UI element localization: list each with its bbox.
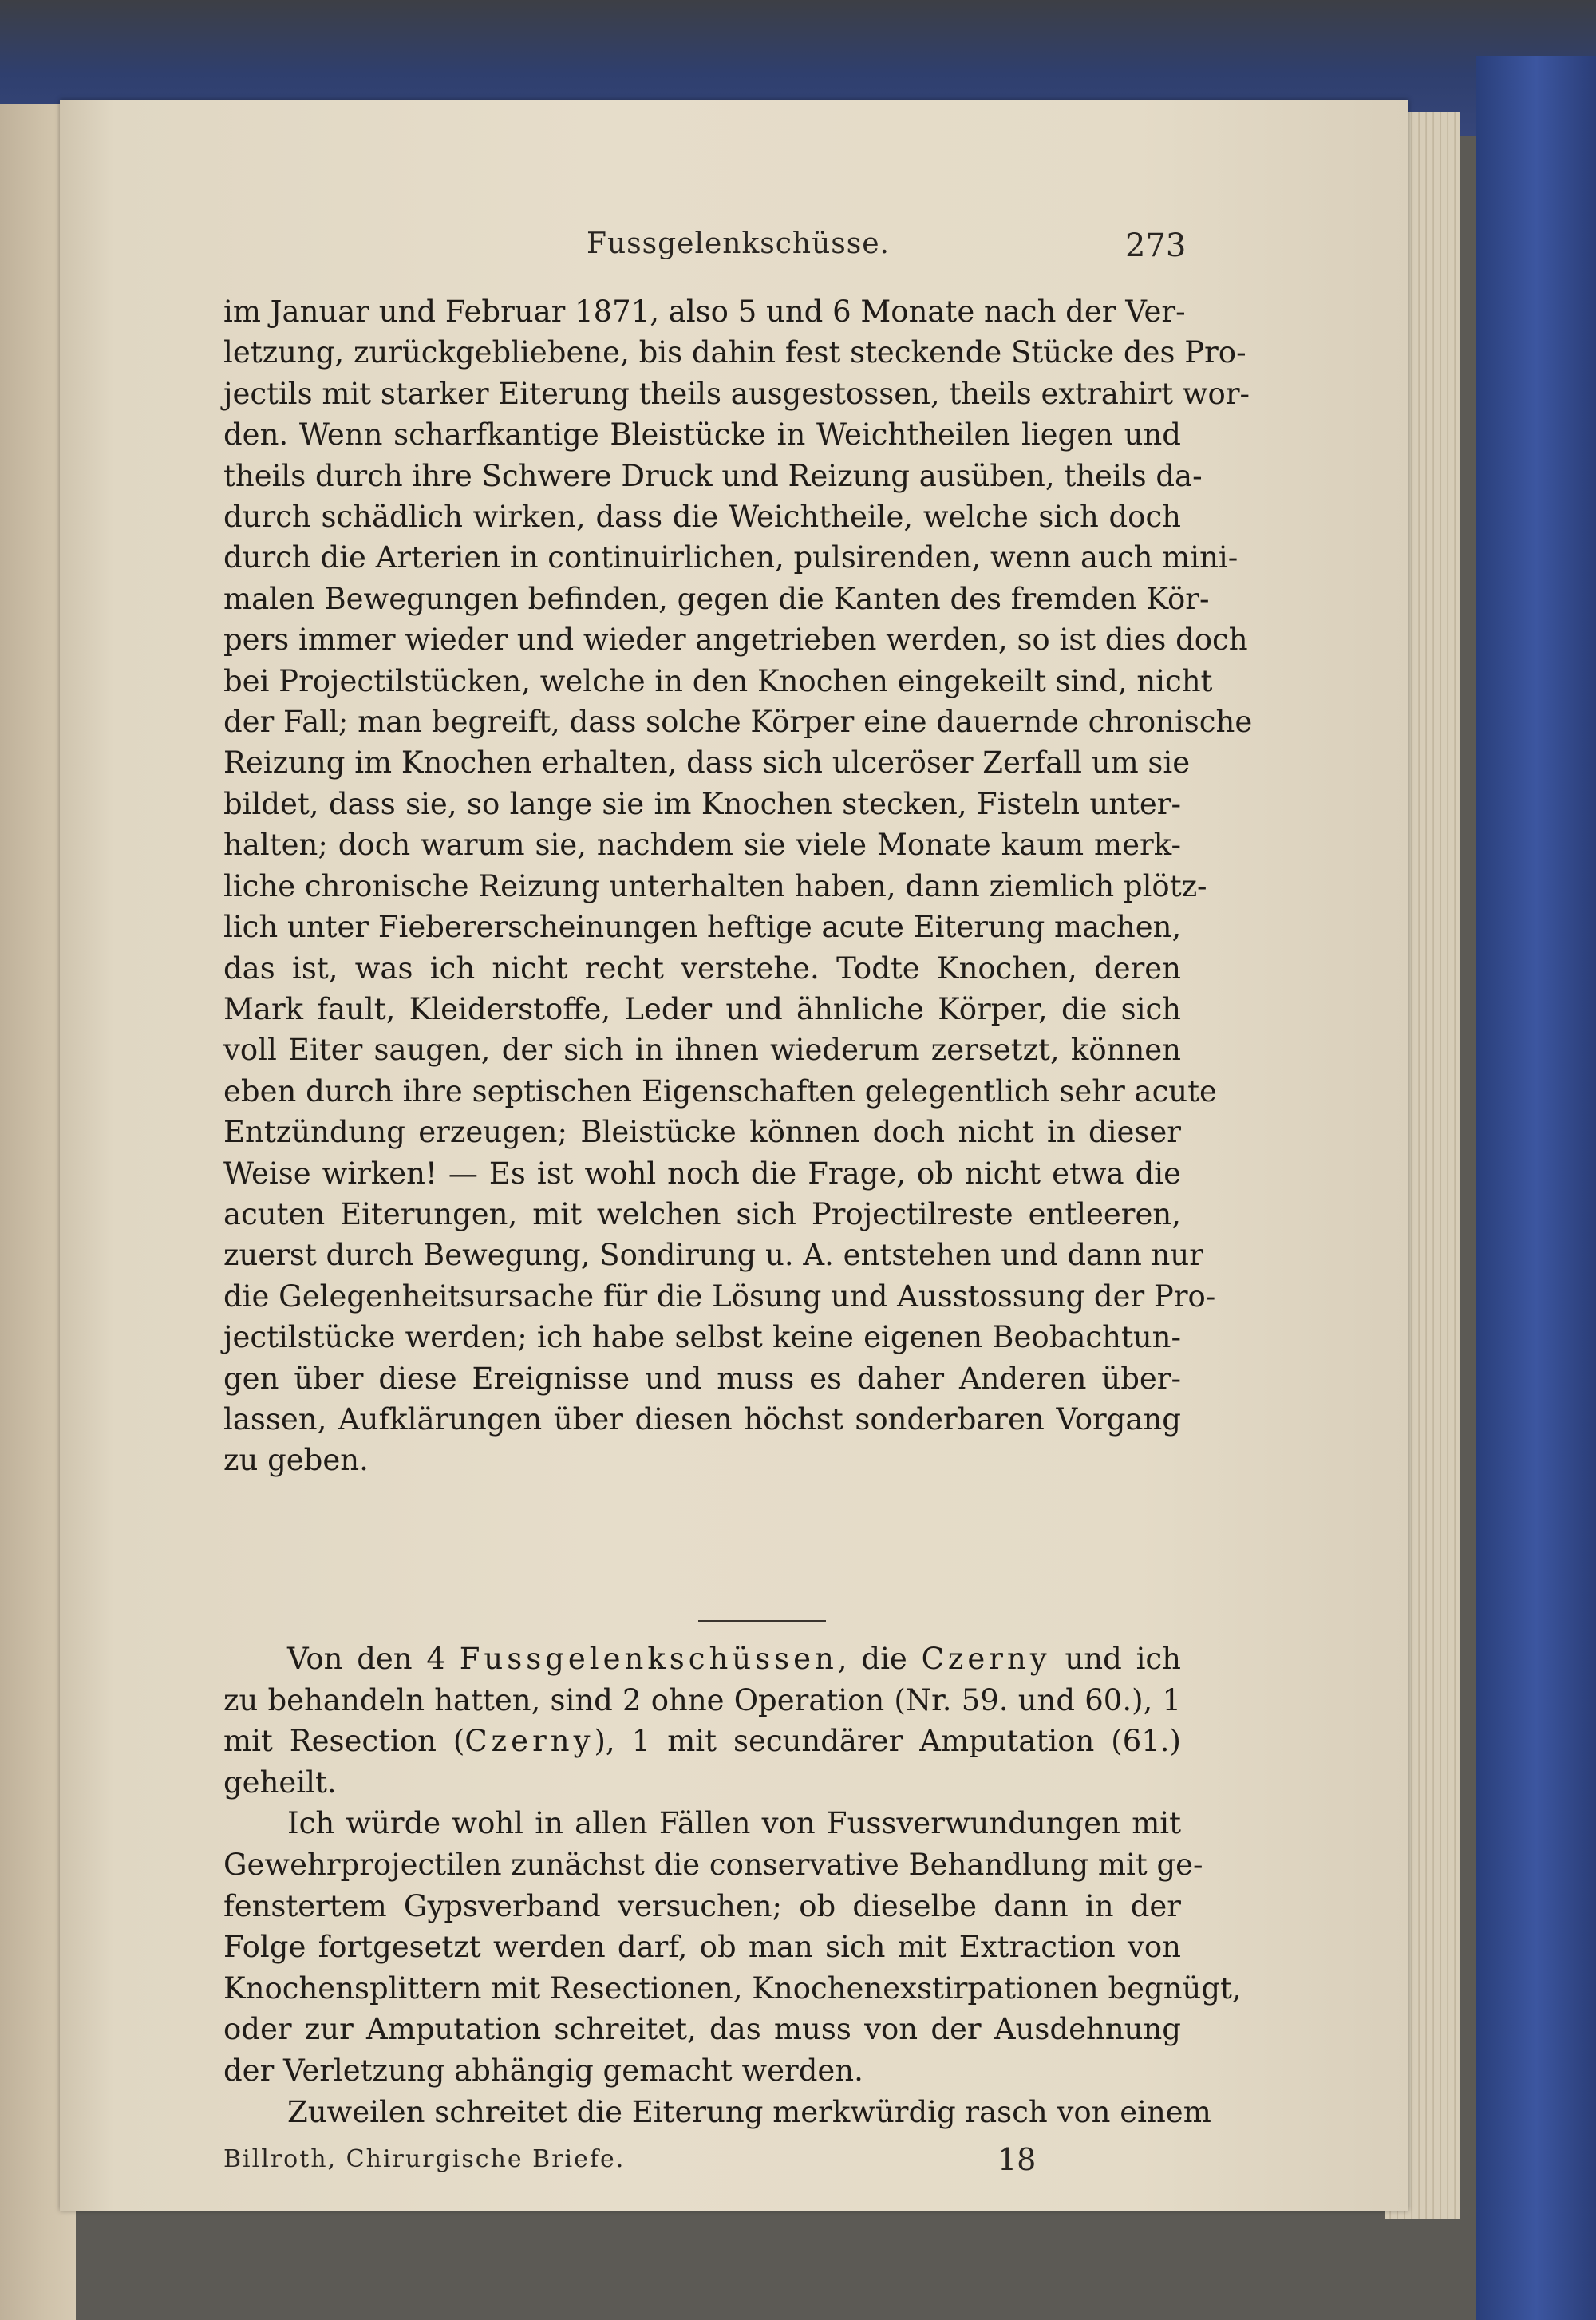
text-line: fenstertem Gypsverband versuchen; ob dieselbe dann in der [223,1888,1181,1923]
text-line: Reizung im Knochen erhalten, dass sich ulceröser Zerfall um sie [223,745,1191,781]
text-line: theils durch ihre Schwere Druck und Reizung ausüben, theils da- [223,458,1203,493]
text-line: mit Resection (Czerny), 1 mit secundärer Amputation (61.) [223,1724,1181,1759]
page-footer [223,2142,1181,2185]
text-line: Ich würde wohl in allen Fällen von Fussverwundungen mit [287,1806,1181,1841]
author-name: Czerny [921,1642,1051,1676]
author-name: Czerny [464,1724,595,1759]
text-line: geheilt. [223,1765,337,1800]
section-text [223,1638,1242,2132]
text-line: Von den 4 Fussgelenkschüssen, die Czerny und ich [287,1642,1181,1676]
text-line: eben durch ihre septischen Eigenschaften gelegentlich sehr acute [223,1073,1217,1109]
text-line: Mark fault, Kleiderstoffe, Leder und ähnliche Körper, die sich [223,991,1181,1026]
text-line: jectils mit starker Eiterung theils ausgestossen, theils extrahirt wor- [223,376,1250,411]
text-line: acuten Eiterungen, mit welchen sich Projectilreste entleeren, [223,1196,1181,1231]
text-line: Entzündung erzeugen; Bleistücke können doch nicht in dieser [223,1115,1181,1150]
text-line: voll Eiter saugen, der sich in ihnen wiederum zersetzt, können [223,1033,1181,1068]
text-line: durch schädlich wirken, dass die Weichtheile, welche sich doch [223,500,1181,535]
paragraph-treatment [223,1803,1242,2091]
text-line: gen über diese Ereignisse und muss es daher Anderen über- [223,1361,1181,1396]
text-line: bei Projectilstücken, welche in den Knochen eingekeilt sind, nicht [223,663,1213,698]
section-separator [698,1620,826,1622]
text-line: bildet, dass sie, so lange sie im Knochen stecken, Fisteln unter- [223,786,1181,821]
text-line: malen Bewegungen befinden, gegen die Kanten des fremden Kör- [223,581,1210,616]
spaced-term: Fussgelenkschüssen [459,1642,838,1676]
text-line: Folge fortgesetzt werden darf, ob man sich mit Extraction von [223,1930,1181,1965]
text-line: Weise wirken! — Es ist wohl noch die Frage, ob nicht etwa die [223,1156,1181,1191]
text-line: im Januar und Februar 1871, also 5 und 6 Monate nach der Ver- [223,294,1186,329]
text-line: halten; doch warum sie, nachdem sie viele Monate kaum merk- [223,828,1181,863]
text-line: den. Wenn scharfkantige Bleistücke in Weichtheilen liegen und [223,417,1181,453]
text-line: jectilstücke werden; ich habe selbst keine eigenen Beobachtun- [223,1320,1181,1355]
book-cover-right [1476,56,1596,2320]
text-line: der Verletzung abhängig gemacht werden. [223,2053,863,2088]
text-line: pers immer wieder und wieder angetrieben werden, so ist dies doch [223,622,1248,658]
text-line: oder zur Amputation schreitet, das muss von der Ausdehnung [223,2012,1181,2047]
page-header [60,227,1408,275]
text-line: Gewehrprojectilen zunächst die conservative Behandlung mit ge- [223,1847,1203,1882]
text-line: der Fall; man begreift, dass solche Körper eine dauernde chronische [223,705,1253,740]
text-line: die Gelegenheitsursache für die Lösung und Ausstossung der Pro- [223,1279,1216,1314]
text-line: lassen, Aufklärungen über diesen höchst sonderbaren Vorgang [223,1401,1181,1437]
text-line: Knochensplittern mit Resectionen, Knochenexstirpationen begnügt, [223,1970,1242,2006]
paragraph-continued [223,291,1253,1481]
text-line: Zuweilen schreitet die Eiterung merkwürdig rasch von einem [287,2094,1211,2129]
text-line: das ist, was ich nicht recht verstehe. Todte Knochen, deren [223,951,1181,986]
text-line: lich unter Fiebererscheinungen heftige acute Eiterung machen, [223,910,1182,945]
page-number: 273 [1125,227,1187,264]
signature-mark: Billroth, Chirurgische Briefe. [223,2145,626,2173]
text-line: letzung, zurückgebliebene, bis dahin fest steckende Stücke des Pro- [223,335,1246,370]
text-line: zuerst durch Bewegung, Sondirung u. A. entstehen und dann nur [223,1238,1203,1273]
text-line: liche chronische Reizung unterhalten haben, dann ziemlich plötz- [223,868,1207,903]
text-line: zu behandeln hatten, sind 2 ohne Operation (Nr. 59. und 60.), 1 [223,1682,1181,1717]
paragraph-next [223,2092,1211,2133]
book-page [60,100,1408,2211]
text-line: durch die Arterien in continuirlichen, pulsirenden, wenn auch mini- [223,540,1238,575]
text-line: zu geben. [223,1443,369,1478]
running-title: Fussgelenkschüsse. [587,227,890,260]
signature-number: 18 [998,2142,1037,2177]
